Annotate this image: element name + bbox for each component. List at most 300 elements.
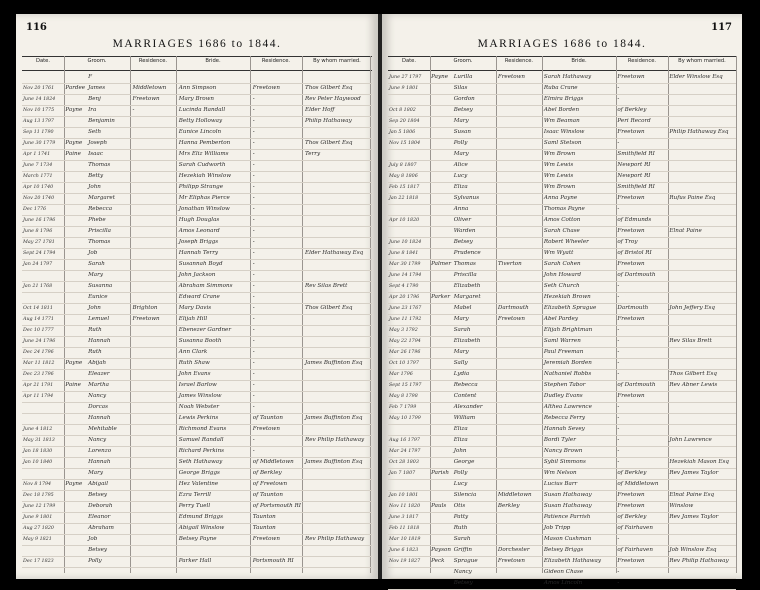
entry-bride-residence: - bbox=[252, 206, 255, 212]
entry-date: May 8 1806 bbox=[389, 174, 418, 179]
entry-surname bbox=[64, 204, 87, 215]
entry-surname bbox=[64, 116, 87, 127]
entry-bride: Amos Leonard bbox=[178, 228, 220, 234]
entry-officiant bbox=[668, 94, 736, 105]
entry-officiant bbox=[668, 237, 736, 248]
entry-bride-residence: Taunton bbox=[252, 525, 276, 531]
entry-groom: Rebecca bbox=[88, 206, 113, 212]
entry-groom: Betsey bbox=[88, 492, 108, 498]
entry-groom: Ruth bbox=[88, 349, 102, 355]
entry-surname bbox=[64, 512, 87, 523]
entry-bride: Isaac Winslow bbox=[543, 129, 585, 135]
page-number: 117 bbox=[711, 22, 732, 33]
entry-bride: Ann Simpson bbox=[178, 85, 217, 91]
entry-groom: Alice bbox=[453, 162, 468, 168]
entry-groom-residence bbox=[131, 160, 177, 171]
entry-groom-residence bbox=[131, 182, 177, 193]
entry-groom: Polly bbox=[88, 558, 102, 564]
entry-surname bbox=[64, 259, 87, 270]
entry-bride-residence: of Fairhaven bbox=[617, 547, 653, 553]
entry-groom-residence bbox=[131, 468, 177, 479]
entry-groom: Betty bbox=[88, 173, 104, 179]
entry-bride: Elijah Hill bbox=[178, 316, 208, 322]
entry-groom: Sarah bbox=[453, 536, 471, 542]
entry-bride: Saml Warren bbox=[543, 338, 581, 344]
entry-bride-residence: - bbox=[252, 294, 255, 300]
entry-officiant bbox=[304, 424, 372, 435]
entry-bride-residence: - bbox=[617, 437, 620, 443]
entry-groom-residence bbox=[497, 83, 543, 94]
entry-groom-residence bbox=[131, 512, 177, 523]
entry-surname bbox=[64, 534, 87, 545]
entry-groom: Silas bbox=[453, 85, 468, 91]
entry-date: Apr 10 1740 bbox=[23, 185, 54, 190]
entry-groom-residence bbox=[497, 369, 543, 380]
entry-bride-residence: - bbox=[252, 195, 255, 201]
entry-date: June 12 1799 bbox=[23, 504, 56, 509]
entry-bride: Ebenezer Gardner bbox=[178, 327, 232, 333]
entry-groom-residence bbox=[497, 468, 543, 479]
entry-date bbox=[22, 402, 64, 413]
entry-surname bbox=[430, 127, 453, 138]
entry-bride-residence: - bbox=[252, 217, 255, 223]
entry-officiant bbox=[668, 116, 736, 127]
entry-surname bbox=[430, 424, 453, 435]
entry-officiant bbox=[304, 171, 372, 182]
entry-bride-residence: Smithfield RI bbox=[617, 151, 655, 157]
entry-date: May 3 1792 bbox=[389, 328, 418, 333]
entry-officiant: Thos Gilbert Esq bbox=[304, 140, 353, 146]
entry-bride-residence: - bbox=[252, 283, 255, 289]
entry-bride: Job Tripp bbox=[543, 525, 571, 531]
entry-officiant bbox=[304, 556, 372, 567]
entry-groom: Lydia bbox=[453, 371, 470, 377]
entry-surname bbox=[64, 369, 87, 380]
entry-bride: Amos Lincoln bbox=[543, 580, 583, 586]
entry-surname bbox=[430, 105, 453, 116]
entry-bride: Sarah Cudworth bbox=[178, 162, 226, 168]
entry-groom: Thomas bbox=[88, 162, 111, 168]
entry-bride: Edmund Briggs bbox=[178, 514, 223, 520]
entry-bride-residence: of Taunton bbox=[252, 415, 284, 421]
entry-groom-residence bbox=[131, 391, 177, 402]
entry-officiant: Philip Hathaway bbox=[304, 118, 352, 124]
entry-bride: Robert Wheeler bbox=[543, 239, 589, 245]
entry-groom-residence bbox=[497, 160, 543, 171]
entry-bride-residence: Freetown bbox=[617, 129, 645, 135]
entry-date: May 22 1794 bbox=[389, 339, 421, 344]
entry-date: May 27 1781 bbox=[23, 240, 55, 245]
entry-surname bbox=[430, 380, 453, 391]
entry-bride: Abel Borden bbox=[543, 107, 580, 113]
entry-bride: Edward Crane bbox=[178, 294, 220, 300]
entry-bride-residence: of Berkley bbox=[617, 107, 647, 113]
entry-groom-residence bbox=[497, 237, 543, 248]
entry-groom-residence: Berkley bbox=[497, 503, 520, 509]
entry-bride: Wm Lewis bbox=[543, 162, 574, 168]
entry-date: Mar 24 1797 bbox=[389, 449, 421, 454]
entry-officiant bbox=[304, 501, 372, 512]
entry-bride-residence: - bbox=[617, 283, 620, 289]
entry-bride: Wm Brown bbox=[543, 151, 576, 157]
entry-surname: Payne bbox=[65, 140, 83, 146]
entry-officiant: James Buffinton Esq bbox=[304, 360, 363, 366]
entry-bride: Althea Lawrence bbox=[543, 404, 592, 410]
entry-bride-residence: - bbox=[252, 316, 255, 322]
entry-date bbox=[388, 204, 430, 215]
column-header-bride: Bride. bbox=[205, 58, 221, 64]
entry-groom: Thomas bbox=[88, 239, 111, 245]
entry-bride: John Evans bbox=[178, 371, 211, 377]
entry-groom: Mary bbox=[88, 272, 103, 278]
entry-surname bbox=[64, 424, 87, 435]
entry-groom-residence bbox=[497, 578, 543, 589]
entry-groom: Susanna bbox=[88, 283, 113, 289]
entry-groom-residence bbox=[131, 226, 177, 237]
entry-date: Apr 21 1791 bbox=[23, 383, 54, 388]
entry-officiant bbox=[668, 578, 736, 589]
page-title: MARRIAGES 1686 to 1844. bbox=[112, 38, 282, 50]
entry-groom: Ira bbox=[88, 107, 97, 113]
entry-bride-residence: - bbox=[252, 184, 255, 190]
entry-officiant bbox=[304, 391, 372, 402]
entry-bride-residence: - bbox=[617, 448, 620, 454]
entry-surname bbox=[430, 215, 453, 226]
entry-date: Jan 22 1818 bbox=[389, 196, 419, 201]
column-header-bride-residence: Residence. bbox=[627, 58, 657, 64]
entries-grid bbox=[22, 72, 372, 573]
entry-date: Jan 10 1801 bbox=[389, 493, 419, 498]
entry-bride-residence: - bbox=[252, 140, 255, 146]
entry-groom: Lucy bbox=[453, 173, 468, 179]
entry-bride: Jonathan Winslow bbox=[178, 206, 230, 212]
entry-groom-residence bbox=[131, 149, 177, 160]
entry-surname bbox=[430, 567, 453, 578]
entry-groom-residence bbox=[131, 292, 177, 303]
entry-groom-residence bbox=[131, 424, 177, 435]
entry-groom: Mary bbox=[453, 151, 469, 157]
header-rule-top bbox=[388, 56, 736, 57]
entry-date: Nov 10 1775 bbox=[23, 108, 55, 113]
entry-groom-residence: Freetown bbox=[132, 316, 160, 322]
entry-date: June 9 1801 bbox=[389, 86, 419, 91]
entry-date: June 30 1779 bbox=[23, 141, 56, 146]
entry-officiant: Rev James Taylor bbox=[669, 470, 719, 476]
entry-bride-residence: - bbox=[617, 294, 620, 300]
entry-groom: Mary bbox=[88, 470, 103, 476]
entry-officiant bbox=[304, 204, 372, 215]
entry-date: June 7 1734 bbox=[23, 163, 53, 168]
entry-officiant bbox=[304, 292, 372, 303]
entry-surname bbox=[430, 182, 453, 193]
entry-bride: Mason Cushman bbox=[543, 536, 592, 542]
column-headers bbox=[388, 58, 736, 70]
entry-bride-residence: - bbox=[252, 327, 255, 333]
entry-groom-residence bbox=[131, 446, 177, 457]
entry-bride: Betty Holloway bbox=[178, 118, 223, 124]
entry-date: Sep 20 1804 bbox=[389, 119, 420, 124]
entry-officiant bbox=[668, 182, 736, 193]
header-rule-top bbox=[22, 56, 372, 57]
entry-groom: Eliza bbox=[453, 437, 468, 443]
entry-bride: Susan Hathaway bbox=[543, 503, 592, 509]
entry-bride-residence: - bbox=[252, 437, 255, 443]
entry-surname bbox=[64, 303, 87, 314]
entry-officiant bbox=[304, 127, 372, 138]
entry-officiant bbox=[668, 358, 736, 369]
entry-surname bbox=[430, 160, 453, 171]
entry-officiant bbox=[304, 336, 372, 347]
entry-date: June 4 1812 bbox=[23, 427, 53, 432]
entry-surname bbox=[64, 237, 87, 248]
entry-bride-residence: - bbox=[252, 360, 255, 366]
entry-groom: Job bbox=[88, 536, 98, 542]
entry-groom: Seth bbox=[88, 129, 102, 135]
entry-surname bbox=[64, 226, 87, 237]
entry-date: Dec 18 1795 bbox=[23, 493, 54, 498]
entry-groom-residence bbox=[497, 149, 543, 160]
right-page bbox=[382, 14, 742, 586]
entry-bride: Perry Tuell bbox=[178, 503, 211, 509]
entry-bride bbox=[178, 72, 252, 83]
entry-bride: Sarah Cohen bbox=[543, 261, 581, 267]
entry-groom: Silencia bbox=[453, 492, 477, 498]
entry-groom: Hannah bbox=[88, 338, 111, 344]
entry-bride: Ruba Crane bbox=[543, 85, 578, 91]
entry-groom-residence bbox=[131, 259, 177, 270]
entry-groom-residence bbox=[131, 545, 177, 556]
entry-groom-residence bbox=[497, 116, 543, 127]
entry-date: Jan 18 1830 bbox=[23, 449, 53, 454]
entry-groom-residence bbox=[497, 292, 543, 303]
entry-groom: Mabel bbox=[453, 305, 472, 311]
entry-bride-residence: of Taunton bbox=[252, 492, 284, 498]
entry-bride: Saml Stetson bbox=[543, 140, 582, 146]
entry-date: Nov 20 1761 bbox=[23, 86, 55, 91]
entry-groom: Hannah bbox=[88, 459, 111, 465]
entry-officiant bbox=[668, 138, 736, 149]
entry-bride-residence: Freetown bbox=[617, 393, 645, 399]
entry-officiant bbox=[668, 567, 736, 578]
entry-bride: Wm Beaman bbox=[543, 118, 580, 124]
entry-bride-residence: - bbox=[617, 569, 620, 575]
entries-grid bbox=[388, 72, 736, 586]
entry-date: June 8 1841 bbox=[389, 251, 419, 256]
entry-date: June 9 1801 bbox=[23, 515, 53, 520]
entry-surname bbox=[430, 369, 453, 380]
entry-bride: Mary Davis bbox=[178, 305, 212, 311]
entry-surname bbox=[430, 314, 453, 325]
entry-bride-residence: - bbox=[252, 162, 255, 168]
entry-groom-residence bbox=[131, 281, 177, 292]
entry-groom: Gordon bbox=[453, 96, 475, 102]
entry-date: Dec 1776 bbox=[23, 207, 47, 212]
entry-bride: Eunice Lincoln bbox=[178, 129, 222, 135]
entry-groom-residence bbox=[131, 215, 177, 226]
entry-groom: Betsey bbox=[453, 107, 473, 113]
entry-date: Feb 7 1799 bbox=[389, 405, 417, 410]
entry-groom-residence bbox=[131, 116, 177, 127]
entry-officiant bbox=[668, 281, 736, 292]
entry-groom: Margaret bbox=[88, 195, 115, 201]
entry-bride: Wm Lewis bbox=[543, 173, 574, 179]
entry-groom-residence bbox=[497, 248, 543, 259]
entry-surname bbox=[64, 523, 87, 534]
entry-groom: Susan bbox=[453, 129, 471, 135]
entry-bride: Betsey Briggs bbox=[543, 547, 584, 553]
entry-groom: Priscilla bbox=[88, 228, 112, 234]
entry-bride-residence: Freetown bbox=[617, 261, 645, 267]
entry-date: Apr 20 1796 bbox=[389, 295, 420, 300]
entry-bride-residence: - bbox=[617, 360, 620, 366]
entry-bride: Hugh Douglas bbox=[178, 217, 220, 223]
entry-date bbox=[22, 545, 64, 556]
entry-bride: Susannah Boyd bbox=[178, 261, 223, 267]
entry-bride-residence: Freetown bbox=[617, 316, 645, 322]
entry-bride: Wm Wyatt bbox=[543, 250, 574, 256]
entry-bride-residence: Taunton bbox=[252, 514, 276, 520]
entry-surname bbox=[430, 446, 453, 457]
entry-groom-residence bbox=[497, 402, 543, 413]
entry-bride-residence: - bbox=[617, 426, 620, 432]
entry-bride bbox=[178, 545, 252, 556]
page-number: 116 bbox=[26, 22, 47, 33]
entry-date bbox=[22, 413, 64, 424]
entry-officiant: John Jeffery Esq bbox=[669, 305, 715, 311]
entry-groom: Sprague bbox=[453, 558, 478, 564]
entry-groom-residence bbox=[497, 567, 543, 578]
entry-officiant: Rev Peter Haywood bbox=[304, 96, 361, 102]
table-row bbox=[22, 556, 372, 568]
entry-officiant bbox=[304, 237, 372, 248]
entry-officiant bbox=[304, 160, 372, 171]
entry-groom-residence bbox=[497, 512, 543, 523]
entry-groom-residence bbox=[131, 369, 177, 380]
entry-officiant: Terry bbox=[304, 151, 321, 157]
entry-groom-residence bbox=[131, 204, 177, 215]
entry-groom: John bbox=[453, 448, 467, 454]
entry-bride: Abraham Simmons bbox=[178, 283, 233, 289]
entry-bride: John Howard bbox=[543, 272, 582, 278]
entry-bride: Lewis Perkins bbox=[178, 415, 219, 421]
entry-surname bbox=[64, 281, 87, 292]
column-divider bbox=[736, 56, 737, 573]
entry-officiant: Rev Philip Hathaway bbox=[304, 437, 365, 443]
entry-groom: Nancy bbox=[453, 569, 472, 575]
entry-date bbox=[22, 72, 64, 83]
entry-bride: Wm Brown bbox=[543, 184, 576, 190]
entry-bride: Mr Eliphas Pierce bbox=[178, 195, 230, 201]
entry-groom: William bbox=[453, 415, 476, 421]
entry-bride-residence: - bbox=[252, 272, 255, 278]
entry-bride: Richmond Evans bbox=[178, 426, 227, 432]
entry-bride: Philipp Strange bbox=[178, 184, 224, 190]
entry-officiant bbox=[668, 523, 736, 534]
entry-groom-residence bbox=[131, 435, 177, 446]
entry-officiant bbox=[304, 468, 372, 479]
entry-groom: Lemuel bbox=[88, 316, 110, 322]
entry-officiant bbox=[668, 446, 736, 457]
entry-surname bbox=[430, 204, 453, 215]
entry-date: June 8 1796 bbox=[23, 229, 53, 234]
column-headers bbox=[22, 58, 372, 70]
entry-groom-residence: Brighton bbox=[132, 305, 158, 311]
entry-groom: Lucy bbox=[453, 481, 468, 487]
table-row bbox=[388, 578, 736, 590]
entry-surname bbox=[64, 556, 87, 567]
entry-surname: Payson bbox=[431, 547, 452, 553]
entry-groom: Eleazer bbox=[88, 371, 110, 377]
entry-bride-residence: - bbox=[252, 118, 255, 124]
entry-bride: Israel Barlow bbox=[178, 382, 217, 388]
entry-officiant: Rev Abner Lewis bbox=[669, 382, 718, 388]
entry-surname bbox=[64, 391, 87, 402]
entry-bride: Hezekiah Brown bbox=[543, 294, 591, 300]
entry-groom-residence bbox=[131, 171, 177, 182]
entry-date bbox=[388, 567, 430, 578]
entry-date: Jan 24 1797 bbox=[23, 262, 53, 267]
entry-date: Nov 15 1804 bbox=[389, 141, 421, 146]
entry-officiant bbox=[304, 182, 372, 193]
entry-officiant bbox=[668, 479, 736, 490]
entry-groom: Mary bbox=[453, 349, 469, 355]
entry-groom: John bbox=[88, 305, 101, 311]
entry-groom: Rebecca bbox=[453, 382, 478, 388]
entry-surname bbox=[430, 512, 453, 523]
entry-date bbox=[388, 226, 430, 237]
entry-bride: Dudley Evans bbox=[543, 393, 583, 399]
entry-date bbox=[388, 578, 430, 589]
entry-groom: Mary bbox=[453, 316, 469, 322]
entry-surname bbox=[430, 270, 453, 281]
entry-officiant bbox=[668, 292, 736, 303]
entry-bride: Susan Hathaway bbox=[543, 492, 592, 498]
entry-bride-residence: - bbox=[252, 448, 255, 454]
entry-groom-residence: Tiverton bbox=[497, 261, 522, 267]
entry-officiant bbox=[668, 204, 736, 215]
entry-bride: Anna Payne bbox=[543, 195, 578, 201]
entry-groom: Phebe bbox=[88, 217, 106, 223]
entry-bride-residence: - bbox=[617, 96, 620, 102]
entry-bride-residence: Dartmouth bbox=[617, 305, 649, 311]
entry-bride: Hannah Sevey bbox=[543, 426, 585, 432]
entry-surname bbox=[430, 171, 453, 182]
entry-groom-residence: Freetown bbox=[497, 558, 526, 564]
entry-officiant bbox=[668, 402, 736, 413]
entry-bride-residence: of Berkley bbox=[617, 470, 647, 476]
entry-bride-residence: of Portsmouth RI bbox=[252, 503, 301, 509]
entry-officiant: James Buffinton Esq bbox=[304, 415, 363, 421]
entry-groom: Sylvanus bbox=[453, 195, 480, 201]
entry-surname bbox=[430, 303, 453, 314]
entry-bride-residence: - bbox=[252, 107, 255, 113]
entry-bride-residence: of Fairhaven bbox=[617, 525, 653, 531]
entry-groom: Priscilla bbox=[453, 272, 477, 278]
left-page bbox=[16, 14, 378, 579]
entry-groom: Deborah bbox=[88, 503, 113, 509]
entry-date: Dec 17 1823 bbox=[23, 559, 54, 564]
entry-officiant bbox=[668, 259, 736, 270]
entry-groom-residence bbox=[131, 402, 177, 413]
entry-bride-residence: - bbox=[252, 129, 255, 135]
entry-bride: Nathaniel Robbs bbox=[543, 371, 592, 377]
entry-officiant bbox=[668, 314, 736, 325]
entry-groom-residence bbox=[497, 435, 543, 446]
entry-bride: Ruth Shaw bbox=[178, 360, 210, 366]
entry-groom-residence bbox=[497, 215, 543, 226]
entry-bride-residence: - bbox=[617, 415, 620, 421]
entry-bride: John Jackson bbox=[178, 272, 216, 278]
